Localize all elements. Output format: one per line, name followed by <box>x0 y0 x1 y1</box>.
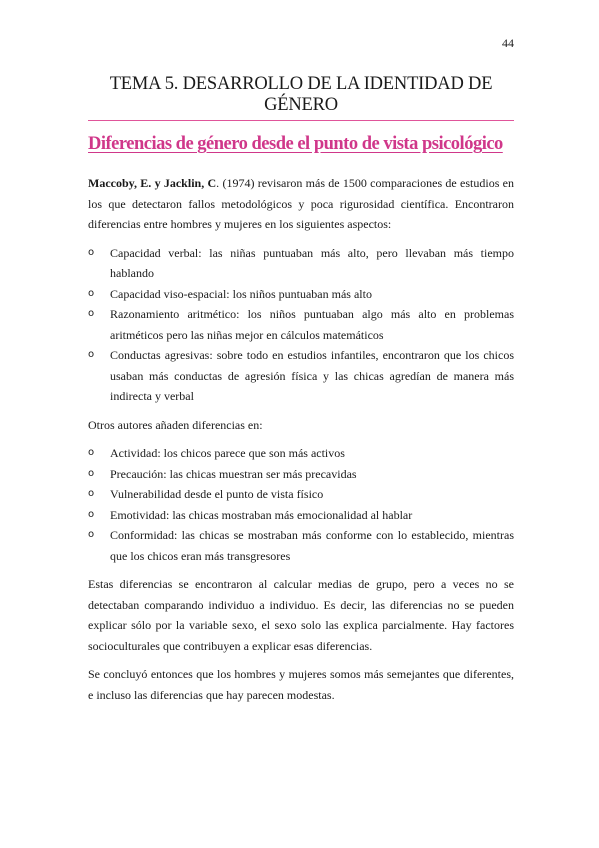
conclusion-paragraph: Se concluyó entonces que los hombres y mujeres somos más semejantes que diferentes, e incluso las diferencias que hay parecen modestas. <box>88 667 514 702</box>
others-list <box>88 443 514 566</box>
chapter-title: TEMA 5. DESARROLLO DE LA IDENTIDAD DE GÉNERO <box>109 74 493 115</box>
intro-author: Maccoby, E. y Jacklin, C <box>88 176 217 190</box>
section-heading: Diferencias de género desde el punto de vista psicológico <box>88 134 503 154</box>
list-item <box>88 304 514 345</box>
bullet-icon: o <box>88 447 95 458</box>
body-content <box>88 173 514 705</box>
list-item <box>88 284 514 305</box>
bullet-icon: o <box>88 529 95 540</box>
page-number: 44 <box>502 36 514 50</box>
aspects-list <box>88 243 514 407</box>
list-item-text: Capacidad verbal: las niñas puntuaban más alto, pero llevaban más tiempo hablando <box>110 245 514 280</box>
list-item <box>88 464 514 485</box>
list-item <box>88 345 514 407</box>
bullet-icon: o <box>88 467 95 479</box>
list-item <box>88 443 514 464</box>
list-item-text: Razonamiento aritmético: los niños puntuaban algo más alto en problemas aritméticos pero las niñas mejor en cálculos matemáticos <box>110 307 514 342</box>
bullet-icon: o <box>88 508 95 520</box>
bullet-icon: o <box>88 349 95 360</box>
bullet-icon: o <box>88 488 95 499</box>
list-item-text: Vulnerabilidad desde el punto de vista físico <box>110 487 324 501</box>
others-intro: Otros autores añaden diferencias en: <box>88 417 263 432</box>
list-item-text: Emotividad: las chicas mostraban más emocionalidad al hablar <box>110 507 413 522</box>
list-item <box>88 505 514 526</box>
list-item <box>88 525 514 566</box>
list-item-text: Capacidad viso-espacial: los niños puntuaban más alto <box>110 286 372 301</box>
list-item-text: Precaución: las chicas muestran ser más precavidas <box>110 466 357 481</box>
list-item <box>88 484 514 505</box>
list-item <box>88 243 514 284</box>
bullet-icon: o <box>88 287 95 299</box>
list-item-text: Actividad: los chicos parece que son más activos <box>110 446 345 460</box>
bullet-icon: o <box>88 246 95 258</box>
list-item-text: Conformidad: las chicas se mostraban más conforme con lo establecido, mientras que los chicos eran más transgresores <box>110 528 514 563</box>
body-paragraph: Estas diferencias se encontraron al calcular medias de grupo, pero a veces no se detectaban comparando individuo a individuo. Es decir, las diferencias no se pueden explicar sólo por la variable sexo, el sexo solo las explica parcialmente. Hay factores socioculturales que contribuyen a explicar esas diferencias. <box>88 577 514 653</box>
intro-paragraph <box>88 173 514 235</box>
bullet-icon: o <box>88 308 95 319</box>
list-item-text: Conductas agresivas: sobre todo en estudios infantiles, encontraron que los chicos usaban más conductas de agresión física y las chicas agredían de manera más indirecta y verbal <box>110 348 514 403</box>
intro-text: . (1974) revisaron más de 1500 comparaciones de estudios en los que detectaron fallos metodológicos y poca rigurosidad científica. Encontraron diferencias entre hombres y mujeres en los siguientes aspectos: <box>88 176 514 231</box>
title-divider <box>88 120 514 121</box>
